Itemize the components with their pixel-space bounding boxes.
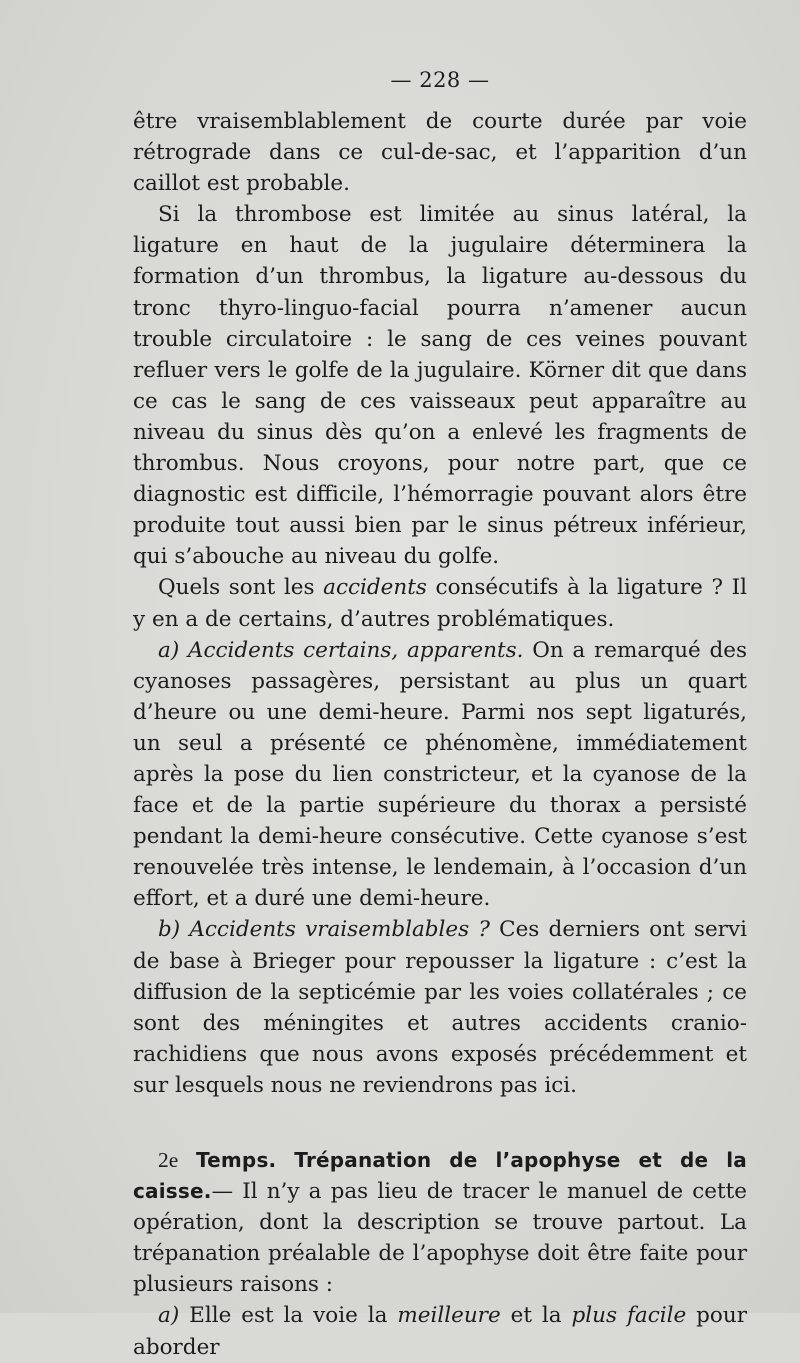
section-heading-paragraph	[133, 1145, 747, 1300]
paragraph-7	[133, 1300, 747, 1362]
paragraph-7-text-b: et la	[500, 1303, 572, 1329]
paragraph-4-text: On a remarqué des cyanoses passagères, persistant au plus un quart d’heure ou une demi-heure. Parmi nos sept ligaturés, un seul a présenté ce phénomène, immédiatement après la pose du lien constricteur, et la cyanose de la face et de la partie supérieure du thorax a persisté pendant la demi-heure consécutive. Cette cyanose s’est renouvelée très intense, le lendemain, à l’occasion d’un effort, et a duré une demi-heure.	[133, 637, 748, 912]
paragraph-3-emphasis: accidents	[323, 575, 427, 601]
paragraph-3-text-b: consécutifs à la ligature ? Il y en a de certains, d’autres problématiques.	[133, 575, 747, 632]
paragraph-7-text-c: pour aborder	[133, 1303, 747, 1360]
paragraph-7-emphasis-2: plus facile	[571, 1303, 687, 1329]
paragraph-5-text: Ces derniers ont servi de base à Brieger pour repousser la ligature : c’est la diffusion de la septicémie par les voies collatérales ; ce sont des méningites et autres accidents cranio-rachidiens que nous avons exposés précédemment et sur lesquels nous ne reviendrons pas ici.	[133, 917, 747, 1098]
paragraph-5	[133, 914, 747, 1101]
section-number: 2e	[158, 1148, 179, 1172]
paragraph-3	[133, 572, 747, 634]
section-text: — Il n’y a pas lieu de tracer le manuel de cette opération, dont la description se trouve partout. La trépanation préalable de l’apophyse doit être faite pour plusieurs raisons :	[133, 1179, 747, 1298]
paragraph-5-heading: b) Accidents vraisemblables ?	[158, 917, 490, 943]
section-gap	[133, 1101, 747, 1145]
paragraph-2: Si la thrombose est limitée au sinus latéral, la ligature en haut de la jugulaire déterminera la formation d’un thrombus, la ligature au-dessous du tronc thyro-linguo-facial pourra n’amener aucun trouble circulatoire : le sang de ces veines pouvant refluer vers le golfe de la jugulaire. Körner dit que dans ce cas le sang de ces vaisseaux peut apparaître au niveau du sinus dès qu’on a enlevé les fragments de thrombus. Nous croyons, pour notre part, que ce diagnostic est difficile, l’hémorragie pouvant alors être produite tout aussi bien par le sinus pétreux inférieur, qui s’abouche au niveau du golfe.	[133, 202, 747, 570]
paragraph-3-text-a: Quels sont les	[158, 575, 324, 601]
paragraph-7-text-a: Elle est la voie la	[179, 1303, 398, 1329]
paragraph-1: être vraisemblablement de courte durée par voie rétrograde dans ce cul-de-sac, et l’apparition d’un caillot est probable.	[133, 109, 747, 197]
paragraph-7-label: a)	[158, 1303, 180, 1329]
paragraph-4-heading: a) Accidents certains, apparents.	[158, 637, 524, 663]
paragraph-7-emphasis-1: meilleure	[397, 1303, 501, 1329]
section-title: Temps. Trépanation de l’apophyse et de la caisse.	[133, 1148, 747, 1204]
body-text	[133, 106, 747, 1363]
paragraph-4	[133, 635, 747, 915]
page-number: — 228 —	[390, 68, 490, 92]
